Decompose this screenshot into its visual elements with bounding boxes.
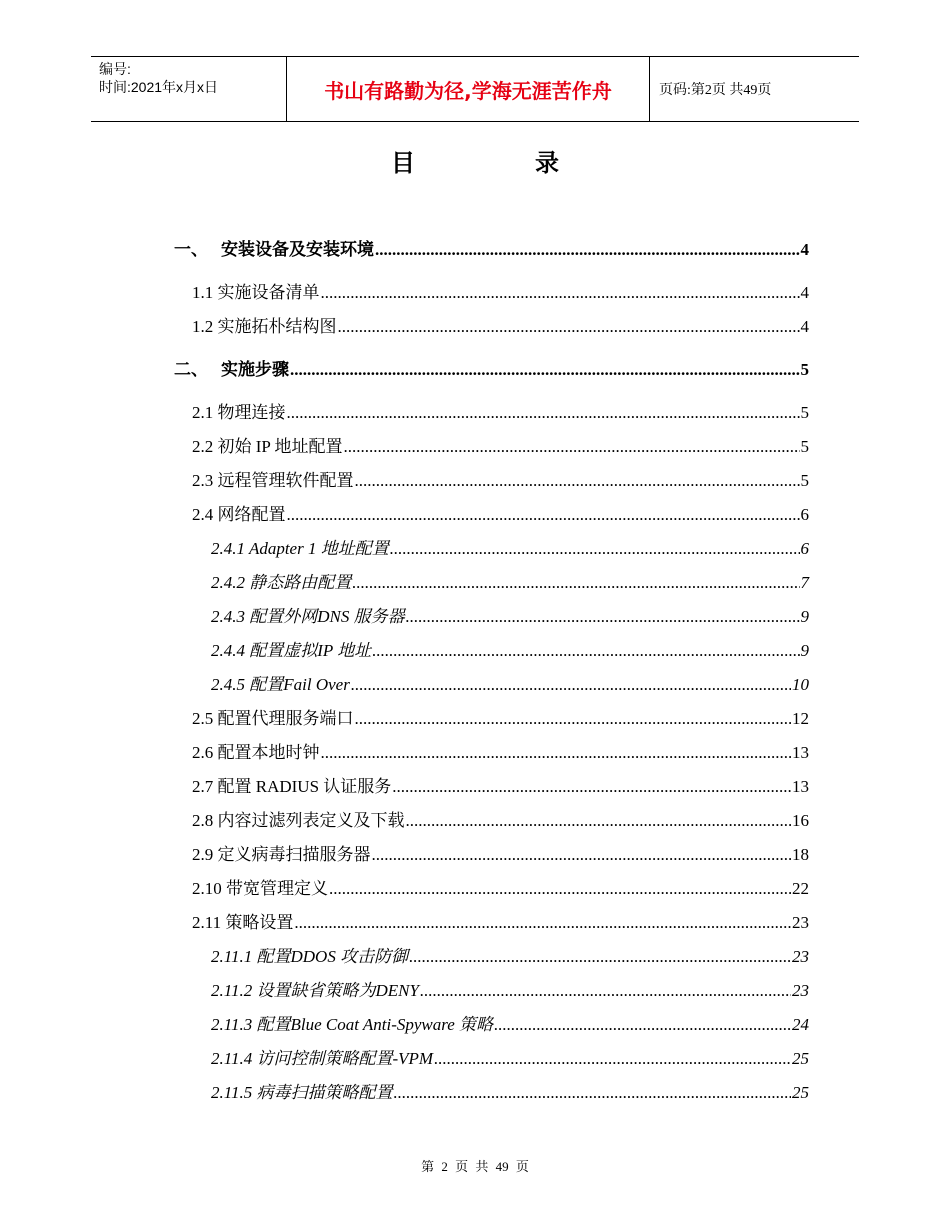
header-code-label: 编号:	[99, 61, 131, 77]
toc-dot-leader	[321, 282, 800, 304]
toc-entry-number: 二、	[174, 360, 208, 379]
toc-entry-text: 2.11.4 访问控制策略配置-VPM	[211, 1049, 434, 1068]
toc-entry[interactable]	[211, 640, 809, 662]
toc-dot-leader	[434, 1048, 791, 1070]
toc-entry[interactable]	[211, 1048, 809, 1070]
toc-entry-page: 5	[800, 360, 809, 379]
toc-entry[interactable]	[192, 776, 809, 798]
toc-entry[interactable]	[174, 359, 809, 381]
toc-entry-label	[211, 674, 350, 696]
toc-dot-leader	[290, 359, 800, 381]
toc-dot-leader	[494, 1014, 791, 1036]
header-page-info: 页码:第2页 共49页	[659, 83, 772, 98]
toc-entry-label	[211, 1048, 433, 1070]
toc-entry[interactable]	[211, 674, 809, 696]
toc-dot-leader	[344, 436, 800, 458]
header-motto: 书山有路勤为径,学海无涯苦作舟	[287, 57, 650, 121]
toc-dot-leader	[352, 572, 799, 594]
toc-entry[interactable]	[192, 810, 809, 832]
toc-entry-text: 安装设备及安装环境	[221, 240, 374, 259]
toc-entry-text: 2.4.4 配置虚拟IP 地址	[211, 641, 372, 660]
toc-entry-text: 1.2 实施拓朴结构图	[192, 317, 337, 336]
toc-entry-label	[211, 606, 405, 628]
toc-entry-label	[211, 640, 371, 662]
toc-entry-page: 23	[792, 913, 809, 932]
toc-entry-label	[211, 980, 419, 1002]
toc-entry[interactable]	[192, 878, 809, 900]
toc-entry-label	[192, 844, 371, 866]
toc-dot-leader	[287, 504, 800, 526]
toc-entry-page: 6	[800, 539, 809, 558]
toc-entry[interactable]	[211, 1014, 809, 1036]
toc-entry-number: 一、	[174, 240, 208, 259]
toc-entry[interactable]	[211, 572, 809, 594]
toc-entry-label	[211, 1014, 493, 1036]
toc-entry-label	[211, 946, 408, 968]
toc-entry-label	[211, 1082, 393, 1104]
toc-entry[interactable]	[192, 282, 809, 304]
toc-dot-leader	[321, 742, 792, 764]
toc-entry-page: 5	[800, 471, 809, 490]
toc-entry-page: 23	[792, 981, 809, 1000]
toc-entry-page: 25	[792, 1083, 809, 1102]
toc-entry-page: 12	[792, 709, 809, 728]
toc-entry-text: 2.4.2 静态路由配置	[211, 573, 352, 592]
toc-entry-label	[192, 708, 354, 730]
toc-dot-leader	[390, 538, 800, 560]
toc-entry-page: 16	[792, 811, 809, 830]
toc-entry-label	[174, 359, 289, 381]
toc-entry-label	[192, 912, 293, 934]
toc-entry-page: 13	[792, 743, 809, 762]
toc-entry-label	[174, 239, 374, 261]
toc-entry-text: 2.4 网络配置	[192, 505, 286, 524]
toc-entry-page: 4	[800, 317, 809, 336]
page-footer: 第 2 页 共 49 页	[421, 1159, 529, 1174]
toc-entry-text: 2.11.3 配置Blue Coat Anti-Spyware 策略	[211, 1015, 494, 1034]
toc-entry[interactable]	[192, 316, 809, 338]
toc-entry-label	[211, 572, 351, 594]
toc-dot-leader	[394, 1082, 792, 1104]
toc-entry-page: 6	[800, 505, 809, 524]
toc-entry-text: 1.1 实施设备清单	[192, 283, 320, 302]
toc-dot-leader	[372, 640, 799, 662]
toc-entry-text: 2.1 物理连接	[192, 403, 286, 422]
toc-entry-label	[192, 470, 354, 492]
toc-entry-text: 2.8 内容过滤列表定义及下载	[192, 811, 405, 830]
toc-entry-label	[192, 504, 286, 526]
toc-entry[interactable]	[192, 844, 809, 866]
toc-entry-text: 2.5 配置代理服务端口	[192, 709, 354, 728]
toc-entry-text: 2.11.5 病毒扫描策略配置	[211, 1083, 393, 1102]
toc-entry-page: 5	[800, 437, 809, 456]
toc-entry-page: 4	[800, 283, 809, 302]
toc-dot-leader	[338, 316, 800, 338]
toc-entry-page: 4	[800, 240, 809, 259]
toc-dot-leader	[355, 708, 792, 730]
toc-entry-label	[192, 282, 320, 304]
toc-dot-leader	[287, 402, 800, 424]
toc-dot-leader	[294, 912, 791, 934]
toc-entry-text: 2.7 配置 RADIUS 认证服务	[192, 777, 392, 796]
toc-entry-label	[192, 436, 343, 458]
toc-entry[interactable]	[211, 1082, 809, 1104]
toc-entry[interactable]	[192, 436, 809, 458]
toc-entry-text: 2.11.2 设置缺省策略为DENY	[211, 981, 419, 1000]
toc-dot-leader	[375, 239, 800, 261]
toc-entry-label	[192, 742, 320, 764]
toc-entry-page: 25	[792, 1049, 809, 1068]
toc-entry-label	[192, 810, 405, 832]
toc-entry-page: 10	[792, 675, 809, 694]
toc-entry[interactable]	[211, 538, 809, 560]
toc-entry-label	[211, 538, 389, 560]
toc-entry[interactable]	[192, 504, 809, 526]
toc-entry-text: 2.4.5 配置Fail Over	[211, 675, 350, 694]
toc-entry-page: 9	[800, 607, 809, 626]
toc-entry-page: 5	[800, 403, 809, 422]
toc-entry[interactable]	[211, 606, 809, 628]
toc-entry[interactable]	[192, 742, 809, 764]
toc-entry-text: 实施步骤	[221, 360, 289, 379]
toc-entry-label	[192, 878, 328, 900]
header-time-label: 时间:2021年x月x日	[99, 79, 219, 95]
toc-dot-leader	[355, 470, 800, 492]
toc-title-char-2: 录	[535, 149, 559, 177]
toc-entry-page: 18	[792, 845, 809, 864]
toc-entry-page: 7	[800, 573, 809, 592]
toc-entry-text: 2.4.1 Adapter 1 地址配置	[211, 539, 389, 558]
toc-entry-text: 2.4.3 配置外网DNS 服务器	[211, 607, 405, 626]
toc-dot-leader	[409, 946, 791, 968]
toc-entry-page: 22	[792, 879, 809, 898]
toc-dot-leader	[420, 980, 791, 1002]
toc-entry-text: 2.6 配置本地时钟	[192, 743, 320, 762]
toc-dot-leader	[406, 810, 792, 832]
toc-entry-page: 23	[792, 947, 809, 966]
toc-entry[interactable]	[192, 470, 809, 492]
toc-entry[interactable]	[211, 980, 809, 1002]
toc-entry-text: 2.3 远程管理软件配置	[192, 471, 354, 490]
toc-entry-text: 2.2 初始 IP 地址配置	[192, 437, 343, 456]
toc-title-char-1: 目	[391, 149, 415, 177]
toc-entry-page: 13	[792, 777, 809, 796]
toc-dot-leader	[406, 606, 800, 628]
toc-dot-leader	[329, 878, 791, 900]
toc-entry[interactable]	[174, 239, 809, 261]
toc-entry[interactable]	[211, 946, 809, 968]
toc-entry[interactable]	[192, 912, 809, 934]
toc-entry-label	[192, 316, 337, 338]
toc-entry-text: 2.11 策略设置	[192, 913, 294, 932]
toc-dot-leader	[392, 776, 791, 798]
toc-dot-leader	[351, 674, 791, 696]
toc-entry-text: 2.11.1 配置DDOS 攻击防御	[211, 947, 409, 966]
toc-entry-page: 24	[792, 1015, 809, 1034]
toc-entry[interactable]	[192, 708, 809, 730]
toc-entry-label	[192, 402, 286, 424]
toc-entry-label	[192, 776, 391, 798]
toc-entry[interactable]	[192, 402, 809, 424]
toc-entry-text: 2.9 定义病毒扫描服务器	[192, 845, 371, 864]
toc-dot-leader	[372, 844, 792, 866]
toc-entry-page: 9	[800, 641, 809, 660]
toc-entry-text: 2.10 带宽管理定义	[192, 879, 328, 898]
